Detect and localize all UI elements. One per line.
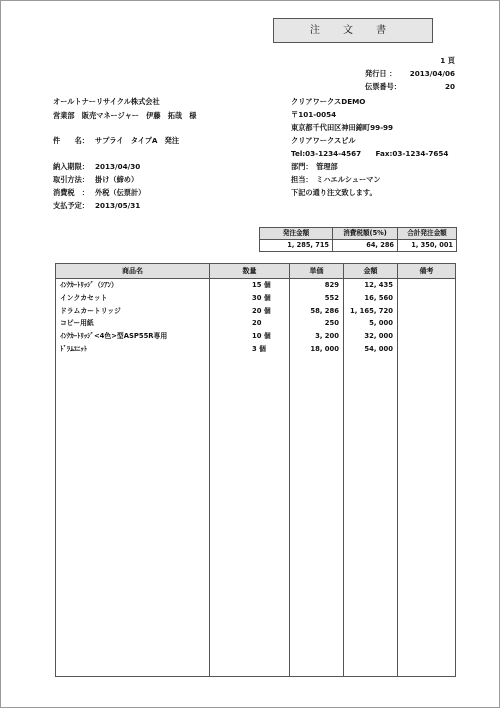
cell-quantity bbox=[210, 637, 290, 650]
table-row bbox=[56, 330, 456, 343]
cell-quantity bbox=[210, 484, 290, 497]
cell-remarks bbox=[398, 356, 456, 369]
cell-unit-price: 18, 000 bbox=[290, 343, 344, 356]
cell-amount: 54, 000 bbox=[344, 343, 398, 356]
cell-amount bbox=[344, 356, 398, 369]
cell-quantity: 10 個 bbox=[210, 330, 290, 343]
table-row bbox=[56, 650, 456, 663]
cell-amount bbox=[344, 599, 398, 612]
payment-date: 2013/05/31 bbox=[95, 201, 141, 210]
cell-amount: 12, 435 bbox=[344, 279, 398, 292]
cell-remarks bbox=[398, 317, 456, 330]
cell-product-name bbox=[56, 420, 210, 433]
cell-quantity: 30 個 bbox=[210, 292, 290, 305]
trade-method: 掛け（締め） bbox=[95, 175, 139, 184]
cell-product-name bbox=[56, 586, 210, 599]
cell-unit-price bbox=[290, 561, 344, 574]
cell-quantity bbox=[210, 548, 290, 561]
cell-quantity bbox=[210, 625, 290, 638]
cell-unit-price bbox=[290, 650, 344, 663]
cell-remarks bbox=[398, 548, 456, 561]
table-row bbox=[56, 509, 456, 522]
cell-quantity bbox=[210, 561, 290, 574]
tax-type: 外税（伝票計） bbox=[95, 188, 146, 197]
cell-quantity bbox=[210, 497, 290, 510]
cell-quantity bbox=[210, 535, 290, 548]
column-header-remarks: 備考 bbox=[398, 264, 456, 279]
cell-amount bbox=[344, 407, 398, 420]
column-header-unit-price: 単価 bbox=[290, 264, 344, 279]
sender-department: 部門： 管理部 bbox=[291, 162, 338, 171]
table-row bbox=[56, 535, 456, 548]
cell-amount bbox=[344, 394, 398, 407]
table-row bbox=[56, 573, 456, 586]
cell-amount: 16, 560 bbox=[344, 292, 398, 305]
cell-quantity bbox=[210, 356, 290, 369]
cell-product-name bbox=[56, 625, 210, 638]
cell-unit-price bbox=[290, 573, 344, 586]
table-row bbox=[56, 343, 456, 356]
summary-header-total: 合計発注金額 bbox=[398, 228, 457, 240]
cell-quantity bbox=[210, 445, 290, 458]
cell-quantity bbox=[210, 458, 290, 471]
sender-address: 東京都千代田区神田錦町99-99 bbox=[291, 123, 394, 132]
table-row bbox=[56, 433, 456, 446]
cell-product-name: コピー用紙 bbox=[56, 317, 210, 330]
payment-label: 支払予定： bbox=[53, 201, 89, 210]
cell-amount bbox=[344, 471, 398, 484]
table-row bbox=[56, 471, 456, 484]
cell-remarks bbox=[398, 637, 456, 650]
slip-number-label: 伝票番号： bbox=[365, 82, 401, 91]
cell-product-name bbox=[56, 381, 210, 394]
table-row bbox=[56, 599, 456, 612]
cell-product-name bbox=[56, 637, 210, 650]
cell-product-name bbox=[56, 599, 210, 612]
cell-quantity bbox=[210, 509, 290, 522]
cell-product-name: インクカセット bbox=[56, 292, 210, 305]
cell-amount bbox=[344, 381, 398, 394]
cell-unit-price bbox=[290, 433, 344, 446]
cell-amount bbox=[344, 458, 398, 471]
cell-quantity: 20 個 bbox=[210, 305, 290, 318]
cell-amount: 1, 165, 720 bbox=[344, 305, 398, 318]
cell-quantity bbox=[210, 586, 290, 599]
sender-staff: 担当： ミハエルシューマン bbox=[291, 175, 381, 184]
table-row bbox=[56, 407, 456, 420]
summary-tax: 64, 286 bbox=[333, 240, 398, 252]
cell-unit-price: 250 bbox=[290, 317, 344, 330]
cell-product-name bbox=[56, 663, 210, 676]
cell-quantity: 3 個 bbox=[210, 343, 290, 356]
cell-remarks bbox=[398, 343, 456, 356]
cell-remarks bbox=[398, 420, 456, 433]
cell-amount bbox=[344, 497, 398, 510]
cell-remarks bbox=[398, 407, 456, 420]
document-title: 注 文 書 bbox=[273, 18, 433, 43]
cell-remarks bbox=[398, 381, 456, 394]
cell-product-name bbox=[56, 445, 210, 458]
cell-quantity bbox=[210, 369, 290, 382]
recipient-person: 営業部 販売マネージャー 伊藤 拓哉 様 bbox=[53, 111, 197, 120]
cell-unit-price bbox=[290, 484, 344, 497]
cell-quantity bbox=[210, 663, 290, 676]
cell-remarks bbox=[398, 561, 456, 574]
cell-product-name bbox=[56, 356, 210, 369]
delivery-label: 納入期限： bbox=[53, 162, 89, 171]
cell-amount bbox=[344, 637, 398, 650]
cell-unit-price: 58, 286 bbox=[290, 305, 344, 318]
cell-amount bbox=[344, 445, 398, 458]
cell-product-name: ｲﾝｸｶｰﾄﾘｯｼﾞ<4色>型ASP55R専用 bbox=[56, 330, 210, 343]
cell-quantity bbox=[210, 522, 290, 535]
table-row bbox=[56, 458, 456, 471]
cell-amount: 5, 000 bbox=[344, 317, 398, 330]
sender-building: クリアワークスビル bbox=[291, 136, 356, 145]
cell-product-name bbox=[56, 369, 210, 382]
cell-remarks bbox=[398, 497, 456, 510]
summary-total: 1, 350, 001 bbox=[398, 240, 457, 252]
cell-product-name: ﾄﾞﾗﾑﾕﾆｯﾄ bbox=[56, 343, 210, 356]
cell-remarks bbox=[398, 433, 456, 446]
cell-unit-price bbox=[290, 356, 344, 369]
cell-remarks bbox=[398, 625, 456, 638]
table-row bbox=[56, 586, 456, 599]
table-row bbox=[56, 484, 456, 497]
cell-amount bbox=[344, 522, 398, 535]
cell-amount bbox=[344, 625, 398, 638]
cell-quantity bbox=[210, 394, 290, 407]
cell-unit-price bbox=[290, 471, 344, 484]
cell-unit-price bbox=[290, 522, 344, 535]
cell-unit-price bbox=[290, 599, 344, 612]
summary-header-order-amount: 発注金額 bbox=[260, 228, 333, 240]
issue-date: 2013/04/06 bbox=[409, 69, 455, 78]
cell-quantity bbox=[210, 573, 290, 586]
cell-product-name bbox=[56, 407, 210, 420]
cell-unit-price bbox=[290, 407, 344, 420]
cell-amount bbox=[344, 548, 398, 561]
cell-product-name bbox=[56, 484, 210, 497]
cell-amount: 32, 000 bbox=[344, 330, 398, 343]
cell-remarks bbox=[398, 279, 456, 292]
cell-remarks bbox=[398, 535, 456, 548]
cell-quantity: 15 個 bbox=[210, 279, 290, 292]
cell-product-name bbox=[56, 535, 210, 548]
method-label: 取引方法： bbox=[53, 175, 89, 184]
table-row bbox=[56, 305, 456, 318]
cell-quantity bbox=[210, 612, 290, 625]
page-number: 1 頁 bbox=[440, 56, 455, 65]
table-row bbox=[56, 369, 456, 382]
table-row bbox=[56, 561, 456, 574]
table-row bbox=[56, 612, 456, 625]
table-row bbox=[56, 637, 456, 650]
cell-remarks bbox=[398, 509, 456, 522]
column-header-product: 商品名 bbox=[56, 264, 210, 279]
table-row bbox=[56, 279, 456, 292]
cell-unit-price bbox=[290, 637, 344, 650]
subject: サプライ タイプA 発注 bbox=[95, 136, 180, 145]
cell-amount bbox=[344, 484, 398, 497]
cell-remarks bbox=[398, 369, 456, 382]
cell-quantity bbox=[210, 407, 290, 420]
table-row bbox=[56, 548, 456, 561]
cell-quantity bbox=[210, 650, 290, 663]
items-table bbox=[55, 263, 456, 677]
cell-remarks bbox=[398, 445, 456, 458]
slip-number: 20 bbox=[444, 82, 455, 91]
table-row bbox=[56, 292, 456, 305]
cell-product-name bbox=[56, 522, 210, 535]
cell-unit-price bbox=[290, 535, 344, 548]
cell-unit-price: 829 bbox=[290, 279, 344, 292]
cell-unit-price bbox=[290, 445, 344, 458]
table-row bbox=[56, 497, 456, 510]
cell-remarks bbox=[398, 586, 456, 599]
table-row bbox=[56, 356, 456, 369]
cell-product-name bbox=[56, 650, 210, 663]
cell-amount bbox=[344, 509, 398, 522]
cell-remarks bbox=[398, 573, 456, 586]
cell-unit-price bbox=[290, 394, 344, 407]
cell-unit-price bbox=[290, 509, 344, 522]
cell-amount bbox=[344, 612, 398, 625]
cell-unit-price bbox=[290, 612, 344, 625]
cell-unit-price bbox=[290, 497, 344, 510]
table-row bbox=[56, 522, 456, 535]
sender-zip: 〒101-0054 bbox=[291, 110, 337, 119]
cell-remarks bbox=[398, 292, 456, 305]
cell-product-name bbox=[56, 612, 210, 625]
summary-order-amount: 1, 285, 715 bbox=[260, 240, 333, 252]
cell-remarks bbox=[398, 663, 456, 676]
cell-amount bbox=[344, 561, 398, 574]
table-row bbox=[56, 420, 456, 433]
cell-amount bbox=[344, 650, 398, 663]
issue-date-label: 発行日 ： bbox=[365, 69, 397, 78]
cell-product-name: ｲﾝｸｶｰﾄﾘｯｼﾞ（ｼｱﾝ） bbox=[56, 279, 210, 292]
cell-remarks bbox=[398, 612, 456, 625]
cell-product-name bbox=[56, 471, 210, 484]
cell-remarks bbox=[398, 471, 456, 484]
sender-phone: Tel:03-1234-4567 Fax:03-1234-7654 bbox=[291, 149, 449, 158]
cell-unit-price bbox=[290, 663, 344, 676]
cell-remarks bbox=[398, 305, 456, 318]
cell-unit-price bbox=[290, 586, 344, 599]
cell-quantity bbox=[210, 433, 290, 446]
tax-label: 消費税 ： bbox=[53, 188, 89, 197]
cell-amount bbox=[344, 420, 398, 433]
cell-amount bbox=[344, 663, 398, 676]
table-row bbox=[56, 445, 456, 458]
table-row bbox=[56, 394, 456, 407]
cell-amount bbox=[344, 369, 398, 382]
cell-quantity bbox=[210, 381, 290, 394]
cell-unit-price: 552 bbox=[290, 292, 344, 305]
cell-product-name: ドラムカートリッジ bbox=[56, 305, 210, 318]
sender-company: クリアワークスDEMO bbox=[291, 97, 366, 106]
cell-unit-price bbox=[290, 548, 344, 561]
cell-amount bbox=[344, 573, 398, 586]
cell-quantity bbox=[210, 420, 290, 433]
table-row bbox=[56, 625, 456, 638]
order-note: 下記の通り注文致します。 bbox=[291, 188, 377, 197]
cell-remarks bbox=[398, 484, 456, 497]
cell-amount bbox=[344, 433, 398, 446]
table-row bbox=[56, 381, 456, 394]
cell-remarks bbox=[398, 394, 456, 407]
cell-product-name bbox=[56, 561, 210, 574]
cell-quantity: 20 bbox=[210, 317, 290, 330]
cell-unit-price bbox=[290, 369, 344, 382]
cell-remarks bbox=[398, 522, 456, 535]
cell-product-name bbox=[56, 573, 210, 586]
cell-product-name bbox=[56, 433, 210, 446]
summary-header-tax: 消費税額(5%) bbox=[333, 228, 398, 240]
cell-unit-price bbox=[290, 420, 344, 433]
cell-remarks bbox=[398, 330, 456, 343]
cell-remarks bbox=[398, 599, 456, 612]
cell-remarks bbox=[398, 458, 456, 471]
cell-product-name bbox=[56, 497, 210, 510]
table-row bbox=[56, 663, 456, 676]
cell-product-name bbox=[56, 509, 210, 522]
subject-label: 件 名： bbox=[53, 136, 89, 145]
cell-product-name bbox=[56, 458, 210, 471]
table-row bbox=[56, 317, 456, 330]
cell-unit-price bbox=[290, 381, 344, 394]
cell-unit-price: 3, 200 bbox=[290, 330, 344, 343]
cell-amount bbox=[344, 586, 398, 599]
cell-remarks bbox=[398, 650, 456, 663]
cell-quantity bbox=[210, 471, 290, 484]
cell-amount bbox=[344, 535, 398, 548]
recipient-company: オールトナーリサイクル株式会社 bbox=[53, 97, 160, 106]
column-header-quantity: 数量 bbox=[210, 264, 290, 279]
summary-table bbox=[259, 227, 457, 252]
cell-unit-price bbox=[290, 625, 344, 638]
cell-quantity bbox=[210, 599, 290, 612]
cell-unit-price bbox=[290, 458, 344, 471]
column-header-amount: 金額 bbox=[344, 264, 398, 279]
cell-product-name bbox=[56, 548, 210, 561]
cell-product-name bbox=[56, 394, 210, 407]
delivery-date: 2013/04/30 bbox=[95, 162, 141, 171]
